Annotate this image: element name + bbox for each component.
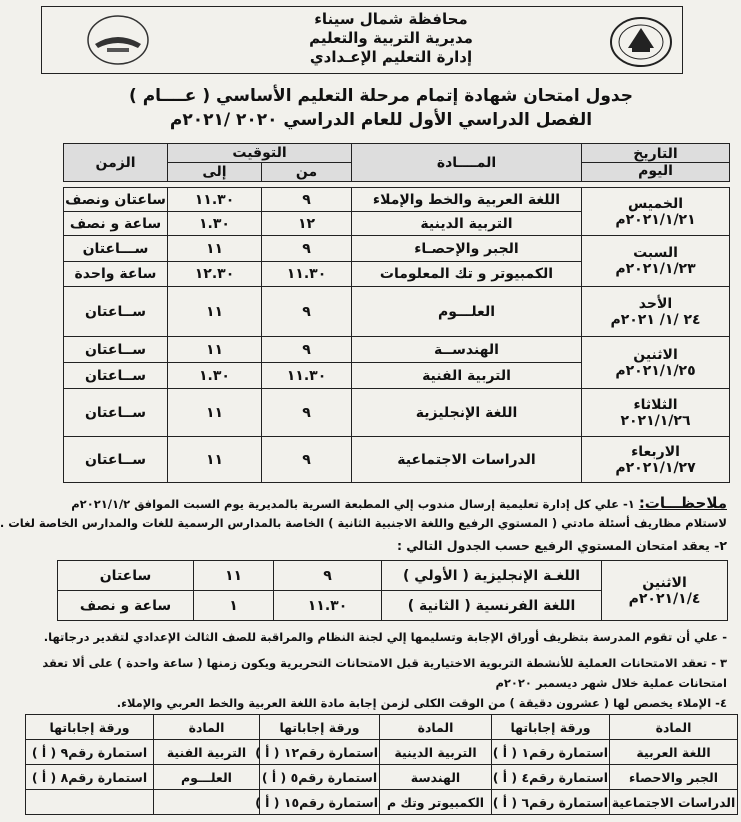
duration-cell: ساعتان ونصف: [64, 188, 168, 212]
form-cell: استمارة رقم٨ ( أ ): [26, 765, 154, 790]
from-cell: ١١.٣٠: [274, 591, 382, 621]
to-cell: ١.٣٠: [168, 363, 262, 389]
subject-cell: العلـــوم: [154, 765, 260, 790]
note-1a: [29, 494, 727, 512]
form-cell: استمارة رقم١٢ ( أ ): [260, 740, 380, 765]
header-to: إلى: [168, 163, 262, 182]
to-cell: ١٢.٣٠: [168, 262, 262, 287]
day-cell: [582, 287, 730, 337]
duration-cell: ساعة و نصف: [64, 212, 168, 236]
header-date-day: [582, 144, 730, 182]
header-duration: الزمن: [64, 144, 168, 182]
day-cell: [582, 389, 730, 437]
from-cell: ٩: [262, 236, 352, 262]
subject-cell: التربية الفنية: [352, 363, 582, 389]
note-4b: امتحانات عملية خلال شهر ديسمبر ٢٠٢٠م: [495, 676, 727, 690]
subject-cell: اللغة العربية: [610, 740, 738, 765]
administration-name: إدارة التعليم الإعـدادي: [309, 48, 473, 66]
day-date: ٢٠٢١/١/٢٧م: [615, 459, 696, 476]
note-4a: ٣ - تعقد الامتحانات العملية للأنشطة التربوية الاختيارية قبل الامتحانات التحريرية ويكون زمنها ( ساعة واحدة ) على ألا تعقد: [42, 656, 727, 670]
document-subtitle: الفصل الدراسي الأول للعام الدراسي ٢٠٢٠ /٢٠٢١م: [169, 110, 593, 130]
form-cell: استمارة رقم١٥ ( أ ): [260, 790, 380, 815]
day-name: الخميس: [627, 195, 684, 212]
to-cell: ١١: [168, 389, 262, 437]
to-cell: ١١: [194, 561, 274, 591]
from-cell: ٩: [262, 337, 352, 363]
duration-cell: ساعتان: [58, 561, 194, 591]
high-level-date: ٢٠٢١/١/٤م: [628, 590, 701, 607]
from-cell: ٩: [262, 287, 352, 337]
answer-sheets-table: [25, 714, 738, 815]
subject-cell: التربية الدينية: [380, 740, 492, 765]
form-cell: استمارة رقم٦ ( أ ): [492, 790, 610, 815]
subject-cell: اللغة الفرنسية ( الثانية ): [382, 591, 602, 621]
duration-cell: ســاعتان: [64, 287, 168, 337]
day-date: ٢٠٢١/١/٢١م: [615, 211, 696, 228]
header-subject: المادة: [380, 715, 492, 740]
day-cell: [582, 437, 730, 483]
duration-cell: ســاعتان: [64, 337, 168, 363]
form-cell: استمارة رقم١ ( أ ): [492, 740, 610, 765]
subject-cell: الدراسات الاجتماعية: [352, 437, 582, 483]
from-cell: ٩: [262, 437, 352, 483]
day-date: ٢٠٢١/١/٢٦: [620, 412, 691, 429]
exam-schedule-table: [63, 143, 730, 483]
subject-cell: الجبر والإحصـاء: [352, 236, 582, 262]
header-subject: المادة: [610, 715, 738, 740]
to-cell: ١١: [168, 337, 262, 363]
subject-cell: الكمبيوتر و تك المعلومات: [352, 262, 582, 287]
subject-cell: التربية الدينية: [352, 212, 582, 236]
from-cell: ٩: [262, 188, 352, 212]
from-cell: ٩: [262, 389, 352, 437]
subject-cell: اللغـة الإنجليزية ( الأولي ): [382, 561, 602, 591]
subject-cell: الدراسات الاجتماعية: [610, 790, 738, 815]
directorate-name: مديرية التربية والتعليم: [309, 29, 473, 47]
ministry-logo-left: [83, 12, 153, 68]
high-level-day: الاثنين: [642, 574, 687, 591]
note-2: ٢- يعقد امتحان المستوي الرفيع حسب الجدول التالي :: [396, 538, 727, 553]
subject-cell: [154, 790, 260, 815]
subject-cell: الكمبيوتر وتك م: [380, 790, 492, 815]
document-title: جدول امتحان شهادة إتمام مرحلة التعليم الأساسي ( عــــام ): [129, 86, 633, 106]
duration-cell: ساعة واحدة: [64, 262, 168, 287]
header-from: من: [262, 163, 352, 182]
from-cell: ١١.٣٠: [262, 363, 352, 389]
governorate-seal-right: [606, 14, 676, 70]
header-timing: التوقيت: [168, 144, 352, 163]
form-cell: استمارة رقم٩ ( أ ): [26, 740, 154, 765]
form-cell: استمارة رقم٥ ( أ ): [260, 765, 380, 790]
note-1b: لاستلام مظاريف أسئلة مادتي ( المستوي الرفيع واللغة الاجنبية الثانية ) الخاصة بالمدارس الرسمية للغات والمدارس الخاصة لغات .: [0, 516, 727, 530]
to-cell: ١١: [168, 236, 262, 262]
day-cell: [582, 337, 730, 389]
day-cell: [582, 236, 730, 287]
day-name: الأحد: [638, 295, 673, 312]
day-name: السبت: [633, 245, 678, 261]
day-date: ٢٠٢١/١/٢٣م: [615, 261, 696, 277]
to-cell: ١: [194, 591, 274, 621]
from-cell: ٩: [274, 561, 382, 591]
to-cell: ١١: [168, 437, 262, 483]
subject-cell: الجبر والاحصاء: [610, 765, 738, 790]
day-name: الاثنين: [633, 346, 678, 363]
to-cell: ١١: [168, 287, 262, 337]
day-date: ٢٤ /١/ ٢٠٢١م: [610, 311, 701, 328]
subject-cell: العلـــوم: [352, 287, 582, 337]
day-date: ٢٠٢١/١/٢٥م: [615, 362, 696, 379]
note-3: - علي أن تقوم المدرسة بتظريف أوراق الإجابة وتسليمها إلي لجنة النظام والمراقبة للصف الثالث الإعدادي لتقدير درجاتها.: [43, 630, 727, 644]
header-answer-sheet: ورقة إجاباتها: [26, 715, 154, 740]
subject-cell: الهندسة: [380, 765, 492, 790]
governorate-name: محافظة شمال سيناء: [314, 10, 468, 28]
note-5: ٤- الإملاء يخصص لها ( عشرون دقيقة ) من الوقت الكلى لزمن إجابة مادة اللغة العربية والخط العربي والإملاء.: [116, 696, 727, 710]
day-name: الاربعاء: [631, 443, 680, 460]
duration-cell: ســاعتان: [64, 437, 168, 483]
note-1a-text: ١- علي كل إدارة تعليمية إرسال مندوب إلي المطبعة السرية بالمديرية يوم السبت الموافق ٢٠٢١/١/٢م: [71, 497, 635, 511]
header-subject: المادة: [154, 715, 260, 740]
high-level-table: [57, 560, 728, 621]
from-cell: ١٢: [262, 212, 352, 236]
duration-cell: ساعة و نصف: [58, 591, 194, 621]
header-day: اليوم: [638, 163, 673, 179]
duration-cell: ســاعتان: [64, 389, 168, 437]
header-answer-sheet: ورقة إجاباتها: [260, 715, 380, 740]
header-answer-sheet: ورقة إجاباتها: [492, 715, 610, 740]
form-cell: استمارة رقم٤ ( أ ): [492, 765, 610, 790]
day-name: الثلاثاء: [633, 396, 678, 413]
subject-cell: اللغة الإنجليزية: [352, 389, 582, 437]
high-level-day-cell: [602, 561, 728, 621]
to-cell: ١١.٣٠: [168, 188, 262, 212]
from-cell: ١١.٣٠: [262, 262, 352, 287]
subject-cell: اللغة العربية والخط والإملاء: [352, 188, 582, 212]
header-date: التاريخ: [582, 146, 729, 163]
subject-cell: الهندســة: [352, 337, 582, 363]
to-cell: ١.٣٠: [168, 212, 262, 236]
duration-cell: ســـاعتان: [64, 236, 168, 262]
subject-cell: التربية الفنية: [154, 740, 260, 765]
notes-heading: ملاحظـــات:: [638, 494, 727, 512]
header-subject: المــــادة: [352, 144, 582, 182]
form-cell: [26, 790, 154, 815]
day-cell: [582, 188, 730, 236]
duration-cell: ســاعتان: [64, 363, 168, 389]
